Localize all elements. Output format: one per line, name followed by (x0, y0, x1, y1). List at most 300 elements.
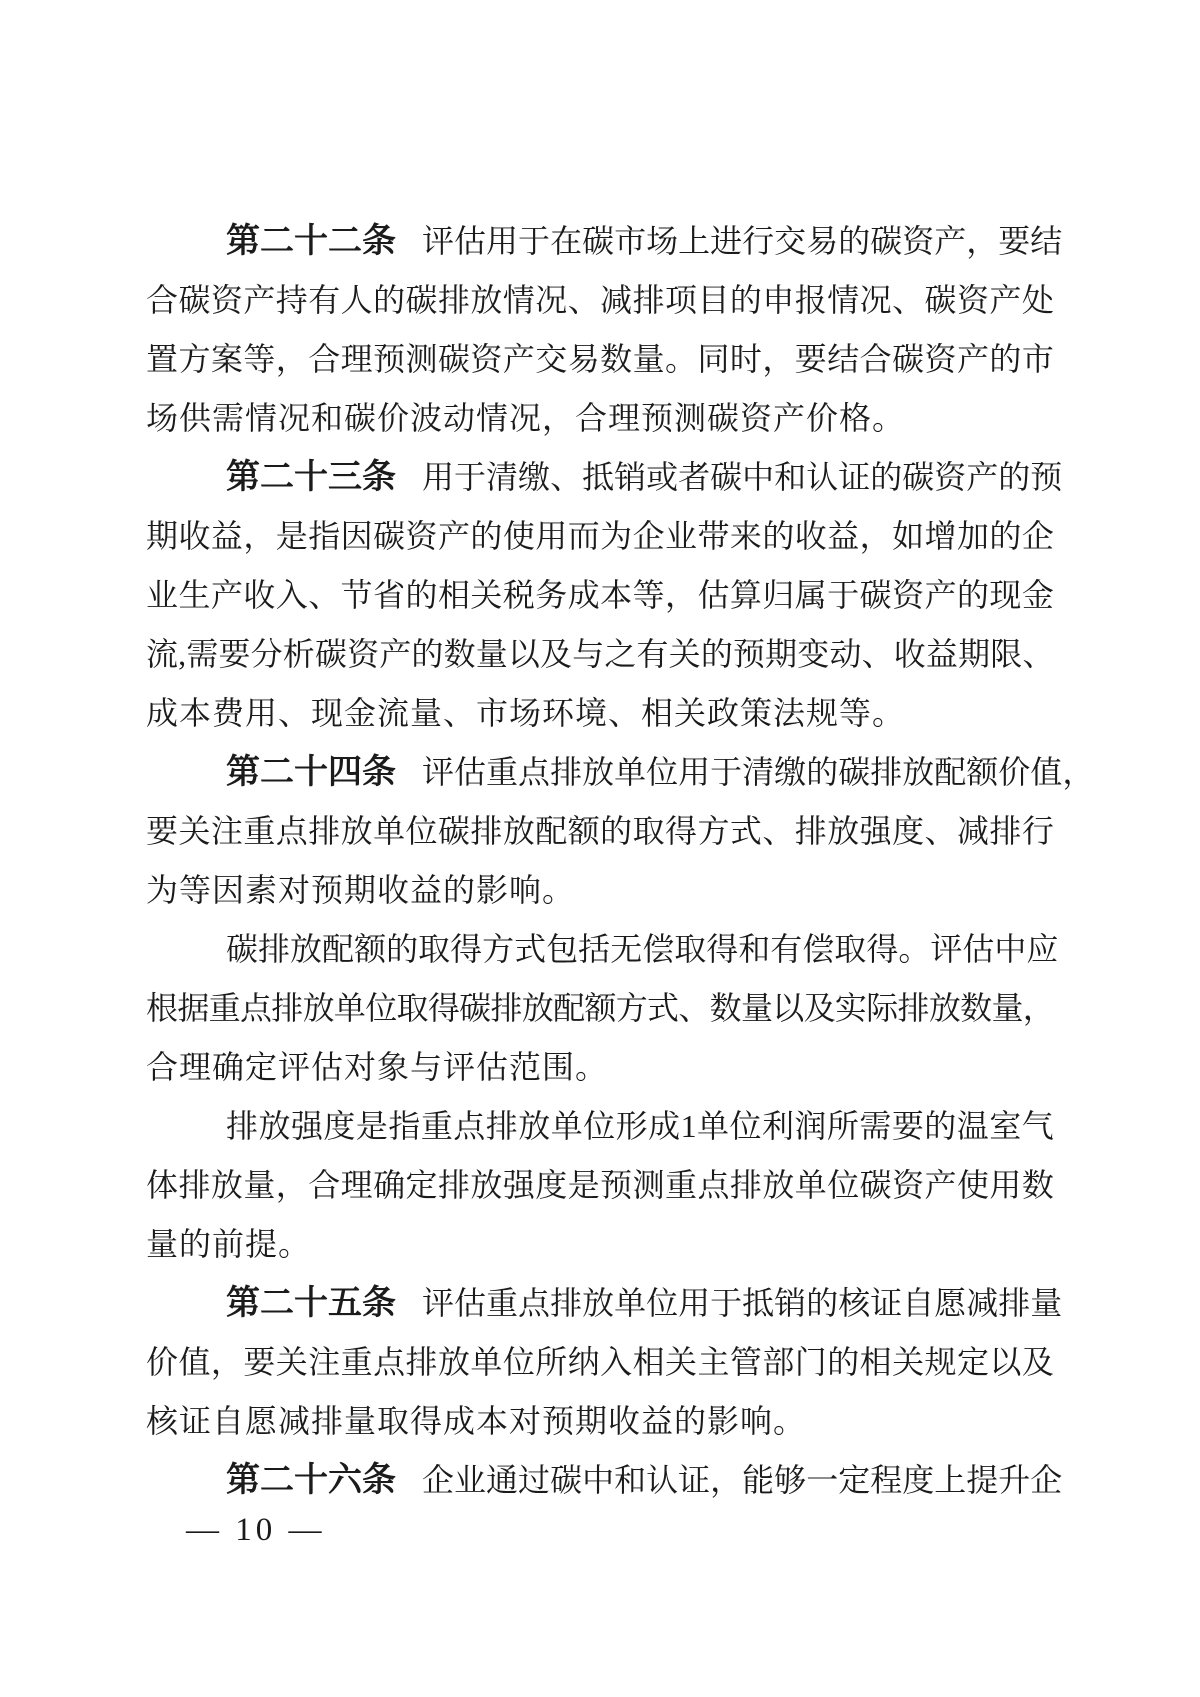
text-char: 碳 (178, 282, 211, 318)
text-char: 方 (697, 813, 730, 849)
article-heading-char: 二 (260, 222, 294, 260)
text-char: 要 (146, 813, 179, 849)
text-char: 要 (998, 223, 1031, 259)
text-char: 碳 (870, 223, 903, 259)
article-heading-char: 十 (294, 753, 328, 791)
text-char: 点 (518, 754, 551, 790)
text-char: 清 (742, 754, 775, 790)
text-char: 用 (486, 223, 519, 259)
text-char: 入 (275, 577, 308, 613)
line-segment: 核证自愿减排量取得成本对预期收益的影响。 (146, 1403, 807, 1439)
text-char: 上 (678, 223, 711, 259)
text-char: 管 (729, 1344, 762, 1380)
text-line (146, 861, 1054, 920)
text-char: 中 (994, 931, 1027, 967)
text-char: 测 (405, 341, 438, 377)
text-char: ， (859, 518, 892, 554)
text-char: 等 (632, 577, 665, 613)
text-char: 评 (422, 754, 455, 790)
text-char: 预 (373, 341, 406, 377)
text-char: 放 (582, 1285, 615, 1321)
text-char: 数 (600, 341, 633, 377)
text-char: 成 (567, 577, 600, 613)
text-char: 、 (861, 636, 893, 672)
text-line (146, 1274, 1063, 1333)
text-char: 注 (210, 813, 243, 849)
text-char: 额 (584, 990, 616, 1026)
text-char: 及 (540, 636, 572, 672)
line-segment: 量的前提。 (146, 1226, 312, 1262)
text-char: 产 (502, 341, 535, 377)
text-char: 估 (454, 1285, 487, 1321)
text-char: 实 (834, 990, 867, 1026)
text-char: 带 (697, 518, 730, 554)
text-char: 应 (1026, 931, 1059, 967)
text-char: 点 (518, 1285, 551, 1321)
text-char: 放 (582, 754, 615, 790)
text-char: 单 (373, 813, 406, 849)
text-char: 排 (405, 1344, 438, 1380)
text-char: ， (665, 577, 698, 613)
text-char: 排 (550, 754, 583, 790)
text-char: ， (1062, 754, 1095, 790)
text-char: 能 (742, 1462, 775, 1498)
text-char: 的 (405, 577, 438, 613)
article-heading-char: 十 (294, 458, 328, 496)
text-char: 有 (636, 636, 668, 672)
text-char: 认 (646, 1462, 679, 1498)
text-char: 得 (427, 990, 460, 1026)
text-char: 资 (892, 577, 925, 613)
text-line (146, 507, 1054, 566)
text-char: 排 (729, 1167, 762, 1203)
text-char: 企 (422, 1462, 455, 1498)
text-char: 量 (1030, 1285, 1063, 1321)
article-heading-char: 六 (328, 1461, 362, 1499)
text-char: 所 (535, 1344, 568, 1380)
text-char: 评 (422, 1285, 455, 1321)
text-char: 取 (418, 931, 451, 967)
text-char: 收 (893, 636, 925, 672)
text-char: ， (966, 223, 999, 259)
text-char: 放 (470, 1167, 503, 1203)
text-char: 生 (178, 577, 211, 613)
text-char: 部 (762, 1344, 795, 1380)
text-char: 据 (177, 990, 209, 1026)
text-char: 的 (762, 518, 795, 554)
text-char: 碳 (582, 223, 615, 259)
text-char: 关 (892, 1344, 925, 1380)
text-line (146, 1392, 1054, 1451)
text-char: 税 (502, 577, 535, 613)
text-char: 排 (437, 282, 470, 318)
text-char: 强 (502, 1167, 535, 1203)
text-char: 、 (308, 577, 341, 613)
text-char: 况 (859, 282, 892, 318)
text-char: 得 (866, 931, 899, 967)
text-char: 位 (502, 1344, 535, 1380)
text-char: 式 (729, 813, 762, 849)
text-char: 和 (774, 459, 807, 495)
text-char: 程 (870, 1462, 903, 1498)
text-line (146, 1215, 1054, 1274)
text-line (146, 1097, 1054, 1156)
text-char: 自 (902, 1285, 935, 1321)
text-char: 排 (437, 1167, 470, 1203)
text-char: 析 (282, 636, 314, 672)
heading-gap (396, 1490, 422, 1491)
text-char: 度 (535, 1167, 568, 1203)
text-char: 的 (386, 931, 419, 967)
text-char: 相 (437, 577, 470, 613)
text-char: 要 (891, 1108, 924, 1144)
text-char: 位 (646, 1285, 679, 1321)
text-char: 理 (340, 1167, 373, 1203)
text-char: 量 (475, 636, 507, 672)
text-char: 点 (697, 1167, 730, 1203)
text-char: 期 (765, 636, 797, 672)
text-char: ， (210, 1344, 243, 1380)
text-char: 根 (146, 990, 178, 1026)
text-char: 评 (422, 223, 455, 259)
text-char: 情 (502, 282, 535, 318)
text-char: 等 (243, 341, 276, 377)
text-char: 如 (892, 518, 925, 554)
text-char: 排 (271, 990, 303, 1026)
text-char: 排 (794, 813, 827, 849)
text-char: 合 (308, 1167, 341, 1203)
text-char: 体 (146, 1167, 179, 1203)
text-char: 提 (966, 1462, 999, 1498)
text-char: 缴 (518, 459, 551, 495)
article-heading-char: 第 (226, 1284, 260, 1322)
text-char: 者 (678, 459, 711, 495)
text-char: 增 (924, 518, 957, 554)
text-char: 销 (614, 459, 647, 495)
text-char: 的 (956, 577, 989, 613)
article-heading-char: 二 (260, 1461, 294, 1499)
text-line (146, 330, 1054, 389)
text-char: 的 (470, 518, 503, 554)
text-char: 定 (405, 1167, 438, 1203)
text-char: 使 (956, 1167, 989, 1203)
text-char: 、 (567, 282, 600, 318)
text-char: 无 (610, 931, 643, 967)
text-char: 资 (347, 636, 379, 672)
text-char: 结 (827, 341, 860, 377)
article-heading-char: 十 (294, 222, 328, 260)
text-char: 结 (1030, 223, 1063, 259)
text-char: 用 (678, 1285, 711, 1321)
article-heading-char: 第 (226, 1461, 260, 1499)
text-char: 资 (470, 341, 503, 377)
text-char: 以 (772, 990, 804, 1026)
text-char: 关 (668, 636, 700, 672)
text-char: 产 (924, 1167, 957, 1203)
text-char: 重 (665, 1167, 698, 1203)
heading-gap (396, 487, 422, 488)
line-segment: 场供需情况和碳价波动情况，合理预测碳资产价格。 (146, 400, 906, 436)
text-char: 期 (146, 518, 179, 554)
article-heading-char: 十 (294, 1284, 328, 1322)
text-char: 行 (742, 223, 775, 259)
text-char: 使 (502, 518, 535, 554)
text-char: 和 (738, 931, 771, 967)
text-char: 预 (732, 636, 765, 672)
text-char: 抵 (742, 1285, 775, 1321)
text-char: 资 (405, 518, 438, 554)
text-char: 变 (797, 636, 829, 672)
text-char: 、 (550, 459, 583, 495)
text-char: 配 (322, 931, 355, 967)
text-char: 中 (582, 1462, 615, 1498)
text-char: 场 (646, 223, 679, 259)
text-char: ， (275, 341, 308, 377)
text-char: 单 (697, 1108, 730, 1144)
text-char: 流 (146, 636, 178, 672)
text-char: 中 (742, 459, 775, 495)
text-line (146, 271, 1054, 330)
text-char: 放 (340, 813, 373, 849)
text-line (146, 625, 1054, 684)
text-char: ， (710, 1462, 743, 1498)
text-char: 资 (934, 459, 967, 495)
article-heading-char: 十 (294, 1461, 328, 1499)
text-line (146, 1038, 1054, 1097)
article-heading-char: 第 (226, 458, 260, 496)
text-char: 度 (902, 1462, 935, 1498)
text-char: 评 (930, 931, 963, 967)
text-char: 用 (989, 1167, 1022, 1203)
article-heading-char: 二 (260, 458, 294, 496)
text-char: 的 (838, 223, 871, 259)
text-char: 企 (1030, 1462, 1063, 1498)
text-char: 是 (275, 518, 308, 554)
text-char: 的 (989, 341, 1022, 377)
text-char: 碳 (924, 282, 957, 318)
text-char: 要 (794, 341, 827, 377)
text-char: 金 (1021, 577, 1054, 613)
text-char: 碳 (314, 636, 347, 672)
text-char: 用 (535, 518, 568, 554)
text-char: 项 (665, 282, 698, 318)
text-char: 配 (934, 754, 967, 790)
text-char: 用 (678, 754, 711, 790)
article-heading-char: 第 (226, 222, 260, 260)
text-line (146, 212, 1063, 271)
text-char: 证 (838, 459, 871, 495)
article-heading-char: 条 (362, 1284, 396, 1322)
text-line (146, 920, 1059, 979)
text-char: 、 (892, 282, 925, 318)
text-char: 交 (774, 223, 807, 259)
text-char: 关 (178, 813, 211, 849)
text-char: 门 (794, 1344, 827, 1380)
text-char: 于 (710, 754, 743, 790)
text-char: 情 (827, 282, 860, 318)
article-heading-char: 三 (328, 458, 362, 496)
text-char: 强 (859, 813, 892, 849)
text-char: 合 (859, 341, 892, 377)
heading-gap (396, 1313, 422, 1314)
text-char: 碳 (459, 990, 491, 1026)
text-char: 方 (178, 341, 211, 377)
text-char: 位 (405, 813, 438, 849)
text-char: 需 (186, 636, 218, 672)
text-char: 省 (373, 577, 406, 613)
text-char: 纳 (567, 1344, 600, 1380)
text-char: 产 (210, 577, 243, 613)
text-char: 放 (762, 1167, 795, 1203)
text-char: 务 (535, 577, 568, 613)
text-char: 理 (340, 341, 373, 377)
text-line (146, 802, 1054, 861)
text-char: 的 (700, 636, 733, 672)
text-char: 的 (870, 459, 903, 495)
text-char: 的 (806, 1285, 839, 1321)
text-char: 现 (989, 577, 1022, 613)
text-char: 重 (340, 1344, 373, 1380)
text-line (146, 1156, 1054, 1215)
text-char: ， (762, 341, 795, 377)
text-char: 来 (729, 518, 762, 554)
text-char: 资 (902, 223, 935, 259)
text-char: 关 (275, 1344, 308, 1380)
text-char: 估 (454, 223, 487, 259)
text-char: 主 (697, 1344, 730, 1380)
text-char: 归 (762, 577, 795, 613)
text-char: 持 (275, 282, 308, 318)
article-heading-char: 条 (362, 1461, 396, 1499)
text-char: 重 (208, 990, 240, 1026)
text-char: 放 (521, 990, 553, 1026)
text-char: 取 (834, 931, 867, 967)
text-char: 重 (420, 1108, 453, 1144)
text-char: 限 (990, 636, 1022, 672)
text-char: 企 (1021, 518, 1054, 554)
text-char: 收 (794, 518, 827, 554)
text-char: 置 (146, 341, 179, 377)
text-char: ， (243, 518, 276, 554)
text-char: 定 (838, 1462, 871, 1498)
text-char: 与 (572, 636, 604, 672)
text-line (146, 1333, 1054, 1392)
text-char: 是 (567, 1167, 600, 1203)
text-char: 气 (1021, 1108, 1054, 1144)
text-char: 形 (615, 1108, 648, 1144)
text-char: 温 (956, 1108, 989, 1144)
text-char: 位 (827, 1167, 860, 1203)
text-char: 、 (678, 990, 710, 1026)
text-char: 定 (956, 1344, 989, 1380)
text-char: 需 (859, 1108, 892, 1144)
text-char: 数 (1021, 1167, 1054, 1203)
text-char: 度 (323, 1108, 356, 1144)
text-char: 为 (600, 518, 633, 554)
text-char: 收 (243, 577, 276, 613)
text-char: 、 (762, 813, 795, 849)
text-char: 偿 (642, 931, 675, 967)
text-char: 利 (761, 1108, 794, 1144)
text-char: 排 (308, 813, 341, 849)
text-char: 数 (960, 990, 992, 1026)
article-heading-char: 五 (328, 1284, 362, 1322)
text-char: 上 (934, 1462, 967, 1498)
page-number: — 10 — (186, 1512, 326, 1548)
text-char: 有 (308, 282, 341, 318)
text-char: 以 (507, 636, 540, 672)
text-char: 排 (470, 813, 503, 849)
text-char: 、 (924, 813, 957, 849)
text-char: 有 (770, 931, 803, 967)
article-heading-char: 二 (328, 222, 362, 260)
text-char: 得 (450, 931, 483, 967)
text-char: 业 (454, 1462, 487, 1498)
text-char: 减 (956, 813, 989, 849)
text-char: 碳 (902, 459, 935, 495)
text-char: 量 (243, 1167, 276, 1203)
text-char: 点 (275, 813, 308, 849)
text-char: 额 (567, 813, 600, 849)
text-char: 点 (239, 990, 272, 1026)
article-heading-char: 四 (328, 753, 362, 791)
line-segment: 成本费用、现金流量、市场环境、相关政策法规等。 (146, 695, 906, 731)
text-char: 估 (454, 754, 487, 790)
text-char: 之 (604, 636, 636, 672)
text-char: 排 (226, 1108, 259, 1144)
text-char: 单 (614, 1285, 647, 1321)
text-char: 减 (966, 1285, 999, 1321)
text-char: 清 (486, 459, 519, 495)
text-char: 放 (502, 813, 535, 849)
text-char: 升 (998, 1462, 1031, 1498)
text-char: 过 (518, 1462, 551, 1498)
heading-gap (396, 782, 422, 783)
text-char: 配 (535, 813, 568, 849)
text-char: 易 (567, 341, 600, 377)
text-char: 重 (486, 754, 519, 790)
text-char: 入 (600, 1344, 633, 1380)
text-char: 证 (678, 1462, 711, 1498)
text-char: 放 (290, 931, 323, 967)
text-char: 排 (490, 990, 522, 1026)
text-char: 及 (1021, 1344, 1054, 1380)
text-char: 市 (1021, 341, 1054, 377)
text-char: 量 (991, 990, 1023, 1026)
text-char: 碳 (373, 518, 406, 554)
text-char: 1 (680, 1108, 697, 1144)
text-char: 单 (614, 754, 647, 790)
text-char: 测 (632, 1167, 665, 1203)
article-heading-char: 二 (260, 1284, 294, 1322)
text-char: 。 (898, 931, 931, 967)
text-char: 所 (826, 1108, 859, 1144)
text-char: 取 (396, 990, 428, 1026)
text-char: 排 (870, 754, 903, 790)
text-char: 认 (806, 459, 839, 495)
text-char: 目 (697, 282, 730, 318)
text-char: 减 (600, 282, 633, 318)
text-char: 资 (210, 282, 243, 318)
text-char: 规 (924, 1344, 957, 1380)
text-char: 通 (486, 1462, 519, 1498)
text-char: 合 (308, 341, 341, 377)
text-char: 际 (866, 990, 898, 1026)
text-char: 及 (803, 990, 835, 1026)
text-char: 预 (1030, 459, 1063, 495)
text-char: 关 (665, 1344, 698, 1380)
text-char: 于 (827, 577, 860, 613)
